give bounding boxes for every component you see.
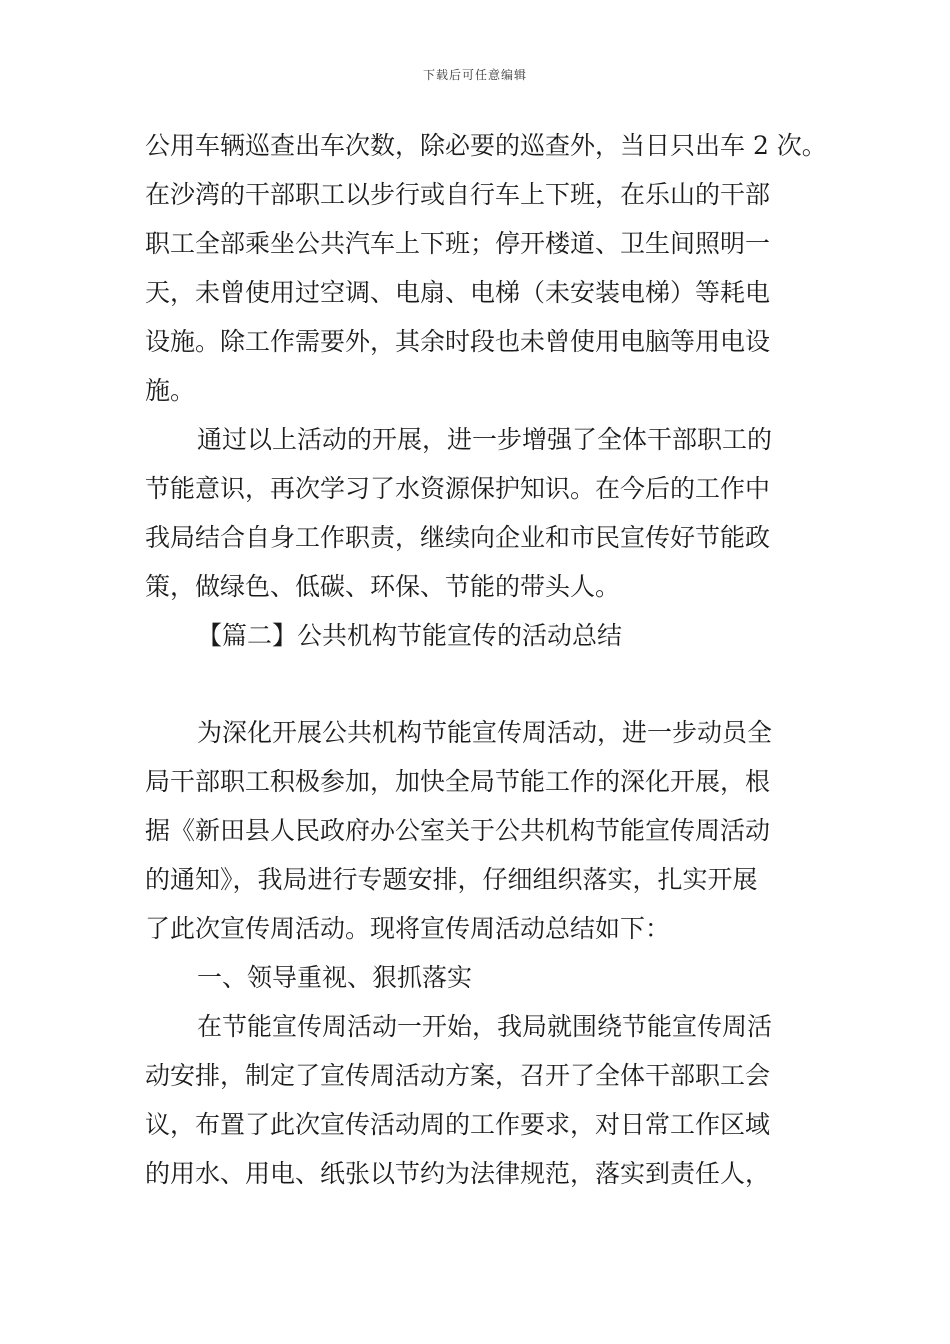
text-line: 了此次宣传周活动。现将宣传周活动总结如下： [145,914,671,943]
text-line: 在节能宣传周活动一开始，我局就围绕节能宣传周活 [197,1012,773,1041]
text-line: 据《新田县人民政府办公室关于公共机构节能宣传周活动 [145,816,771,845]
text-line: 在沙湾的干部职工以步行或自行车上下班，在乐山的干部 [145,180,771,209]
section-title: 【篇二】公共机构节能宣传的活动总结 [197,621,623,650]
text-line: 的用水、用电、纸张以节约为法律规范，落实到责任人， [145,1159,771,1188]
subheading: 一、领导重视、狠抓落实 [197,963,473,992]
text-line: 动安排，制定了宣传周活动方案，召开了全体干部职工会 [145,1061,771,1090]
text-line: 职工全部乘坐公共汽车上下班；停开楼道、卫生间照明一 [145,229,771,258]
text-line: 通过以上活动的开展，进一步增强了全体干部职工的 [197,425,773,454]
text-line: 施。 [145,376,196,405]
header-note: 下载后可任意编辑 [422,68,527,82]
text-line: 局干部职工积极参加，加快全局节能工作的深化开展，根 [145,767,771,796]
text-line: 设施。除工作需要外，其余时段也未曾使用电脑等用电设 [145,327,771,356]
text-line: 议，布置了此次宣传活动周的工作要求，对日常工作区域 [145,1110,771,1139]
paragraph-3 [145,708,825,953]
paragraph-4 [145,1002,825,1198]
document-body [145,121,825,1198]
text-line: 的通知》，我局进行专题安排，仔细组织落实，扎实开展 [145,865,758,894]
text-line: 我局结合自身工作职责，继续向企业和市民宣传好节能政 [145,523,771,552]
text-line: 策，做绿色、低碳、环保、节能的带头人。 [145,572,621,601]
text-line: 天，未曾使用过空调、电扇、电梯（未安装电梯）等耗电 [145,278,771,307]
text-line: 公用车辆巡查出车次数，除必要的巡查外，当日只出车 2 次。 [145,131,827,160]
text-line: 为深化开展公共机构节能宣传周活动，进一步动员全 [197,718,773,747]
paragraph-2 [145,415,825,611]
spacer [145,660,825,708]
paragraph-1 [145,121,825,415]
text-line: 节能意识，再次学习了水资源保护知识。在今后的工作中 [145,474,771,503]
